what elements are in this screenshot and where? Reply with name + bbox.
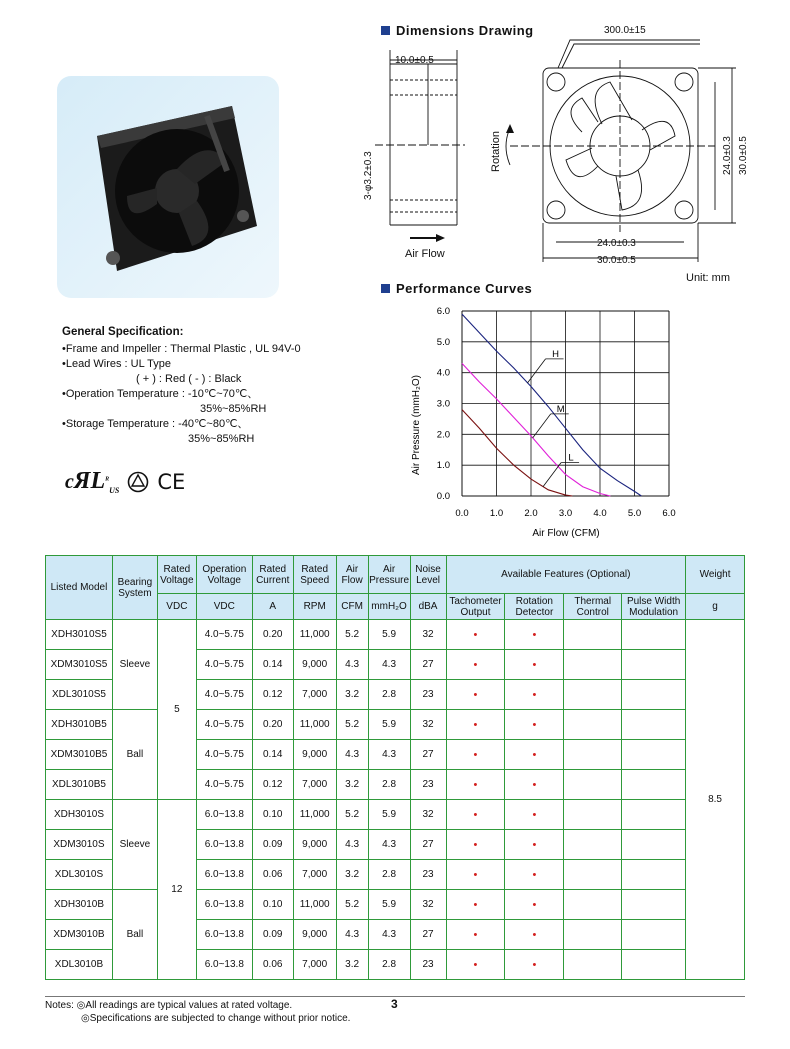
spec-line-op-rh: 35%~85%RH bbox=[200, 403, 267, 415]
cell-pwm bbox=[622, 830, 686, 860]
spec-line-op-temp: •Operation Temperature : -10℃~70℃、 bbox=[62, 388, 259, 400]
cell-pressure: 5.9 bbox=[368, 710, 410, 740]
cell-current: 0.14 bbox=[252, 650, 293, 680]
cell-current: 0.09 bbox=[252, 830, 293, 860]
unit-noise: dBA bbox=[410, 594, 446, 620]
feature-tachometer: Tachometer Output bbox=[446, 594, 505, 620]
cell-opvolt: 4.0~5.75 bbox=[196, 680, 252, 710]
cell-current: 0.06 bbox=[252, 950, 293, 980]
cell-opvolt: 4.0~5.75 bbox=[196, 740, 252, 770]
general-spec-title: General Specification: bbox=[62, 326, 184, 338]
cell-model: XDL3010B5 bbox=[46, 770, 113, 800]
performance-title: Performance Curves bbox=[396, 281, 533, 296]
cell-current: 0.09 bbox=[252, 920, 293, 950]
cell-noise: 32 bbox=[410, 800, 446, 830]
cell-pressure: 2.8 bbox=[368, 950, 410, 980]
unit-flow: CFM bbox=[336, 594, 368, 620]
tachometer-dot: • bbox=[446, 920, 505, 950]
tuv-mark-icon bbox=[127, 471, 149, 493]
chart-grid bbox=[462, 311, 669, 496]
y-tick-label: 6.0 bbox=[436, 306, 450, 317]
table-row bbox=[46, 620, 745, 650]
cell-flow: 5.2 bbox=[336, 800, 368, 830]
side-width-label: 10.0±0.5 bbox=[395, 55, 434, 66]
unit-label: Unit: mm bbox=[686, 272, 730, 284]
tachometer-dot: • bbox=[446, 770, 505, 800]
cell-pwm bbox=[622, 890, 686, 920]
cell-current: 0.10 bbox=[252, 890, 293, 920]
cell-speed: 11,000 bbox=[293, 800, 336, 830]
inner-vertical-label: 24.0±0.3 bbox=[722, 136, 733, 175]
cell-speed: 7,000 bbox=[293, 770, 336, 800]
cell-noise: 27 bbox=[410, 650, 446, 680]
rotation-dot: • bbox=[505, 830, 564, 860]
header-features: Available Features (Optional) bbox=[446, 556, 686, 594]
cell-current: 0.20 bbox=[252, 620, 293, 650]
cable-label: 300.0±15 bbox=[604, 25, 646, 36]
cell-thermal bbox=[564, 710, 622, 740]
rotation-dot: • bbox=[505, 740, 564, 770]
rotation-dot: • bbox=[505, 950, 564, 980]
cell-pwm bbox=[622, 860, 686, 890]
unit-weight: g bbox=[686, 594, 745, 620]
rotation-dot: • bbox=[505, 620, 564, 650]
cell-speed: 9,000 bbox=[293, 830, 336, 860]
cell-model: XDH3010S5 bbox=[46, 620, 113, 650]
product-photo bbox=[57, 76, 279, 298]
y-tick-label: 5.0 bbox=[436, 336, 450, 348]
dimensions-title: Dimensions Drawing bbox=[396, 23, 534, 38]
cell-opvolt: 6.0~13.8 bbox=[196, 920, 252, 950]
cell-opvolt: 6.0~13.8 bbox=[196, 860, 252, 890]
header-pressure: Air Pressure bbox=[368, 556, 410, 594]
rotation-dot: • bbox=[505, 710, 564, 740]
tachometer-dot: • bbox=[446, 950, 505, 980]
cell-opvolt: 6.0~13.8 bbox=[196, 800, 252, 830]
cell-flow: 4.3 bbox=[336, 830, 368, 860]
rotation-dot: • bbox=[505, 770, 564, 800]
tachometer-dot: • bbox=[446, 620, 505, 650]
cell-pressure: 2.8 bbox=[368, 770, 410, 800]
header-voltage: Rated Voltage bbox=[157, 556, 196, 594]
notes bbox=[45, 999, 350, 1025]
header-model: Listed Model bbox=[46, 556, 113, 620]
cell-noise: 27 bbox=[410, 920, 446, 950]
cell-pressure: 4.3 bbox=[368, 920, 410, 950]
cell-flow: 3.2 bbox=[336, 770, 368, 800]
ul-mark-icon: cЯL$^R_{US}$ bbox=[65, 468, 120, 495]
cell-opvolt: 6.0~13.8 bbox=[196, 890, 252, 920]
cell-model: XDH3010B bbox=[46, 890, 113, 920]
y-tick-label: 3.0 bbox=[436, 398, 450, 410]
chart-series bbox=[462, 314, 641, 496]
cell-model: XDM3010S bbox=[46, 830, 113, 860]
cell-model: XDM3010B5 bbox=[46, 740, 113, 770]
cell-pressure: 4.3 bbox=[368, 740, 410, 770]
cell-speed: 7,000 bbox=[293, 950, 336, 980]
rotation-dot: • bbox=[505, 860, 564, 890]
note-2: ◎Specifications are subjected to change without prior notice. bbox=[81, 1013, 351, 1024]
cell-bearing: Sleeve bbox=[112, 620, 157, 710]
cell-flow: 5.2 bbox=[336, 890, 368, 920]
cell-weight: 8.5 bbox=[686, 620, 745, 980]
cell-model: XDH3010S bbox=[46, 800, 113, 830]
cell-speed: 11,000 bbox=[293, 710, 336, 740]
series-leader bbox=[543, 463, 561, 487]
table-row bbox=[46, 800, 745, 830]
cell-thermal bbox=[564, 650, 622, 680]
cell-bearing: Ball bbox=[112, 890, 157, 980]
outer-horizontal-label: 30.0±0.5 bbox=[597, 255, 636, 266]
spec-line-polarity: ( + ) : Red ( - ) : Black bbox=[136, 373, 242, 385]
x-tick-label: 4.0 bbox=[593, 508, 607, 519]
y-tick-label: 4.0 bbox=[436, 367, 450, 379]
y-tick-label: 2.0 bbox=[436, 429, 450, 441]
cell-model: XDL3010B bbox=[46, 950, 113, 980]
cell-model: XDL3010S bbox=[46, 860, 113, 890]
spec-line-frame: •Frame and Impeller : Thermal Plastic , UL 94V-0 bbox=[62, 343, 301, 355]
rotation-dot: • bbox=[505, 920, 564, 950]
table-body bbox=[46, 620, 745, 980]
cell-pressure: 5.9 bbox=[368, 620, 410, 650]
cell-noise: 23 bbox=[410, 950, 446, 980]
cell-thermal bbox=[564, 800, 622, 830]
cell-pressure: 4.3 bbox=[368, 650, 410, 680]
cell-pwm bbox=[622, 680, 686, 710]
series-line-H bbox=[462, 314, 641, 496]
x-tick-label: 6.0 bbox=[662, 508, 676, 519]
spec-line-storage-temp: •Storage Temperature : -40℃~80℃、 bbox=[62, 418, 249, 430]
cell-pwm bbox=[622, 770, 686, 800]
cell-thermal bbox=[564, 830, 622, 860]
certification-marks bbox=[65, 468, 185, 495]
cell-opvolt: 6.0~13.8 bbox=[196, 950, 252, 980]
inner-horizontal-label: 24.0±0.3 bbox=[597, 238, 636, 249]
general-spec bbox=[62, 325, 362, 447]
cell-pressure: 4.3 bbox=[368, 830, 410, 860]
cell-speed: 7,000 bbox=[293, 680, 336, 710]
header-weight: Weight bbox=[686, 556, 745, 594]
x-tick-label: 5.0 bbox=[627, 508, 642, 519]
series-line-M bbox=[462, 363, 610, 496]
series-label: H bbox=[552, 348, 559, 360]
table-row bbox=[46, 890, 745, 920]
feature-thermal: Thermal Control bbox=[564, 594, 622, 620]
cell-pressure: 2.8 bbox=[368, 860, 410, 890]
rotation-dot: • bbox=[505, 650, 564, 680]
cell-flow: 3.2 bbox=[336, 950, 368, 980]
series-leader bbox=[528, 359, 546, 383]
cell-flow: 4.3 bbox=[336, 650, 368, 680]
cell-speed: 11,000 bbox=[293, 890, 336, 920]
header-bearing: Bearing System bbox=[112, 556, 157, 620]
series-label: L bbox=[568, 452, 574, 464]
cell-pressure: 2.8 bbox=[368, 680, 410, 710]
cell-model: XDH3010B5 bbox=[46, 710, 113, 740]
cell-current: 0.14 bbox=[252, 740, 293, 770]
air-flow-label: Air Flow bbox=[405, 248, 445, 260]
cell-noise: 23 bbox=[410, 680, 446, 710]
outer-vertical-label: 30.0±0.5 bbox=[738, 136, 749, 175]
y-axis-label: Air Pressure (mmH₂O) bbox=[411, 375, 422, 475]
cell-thermal bbox=[564, 680, 622, 710]
cell-flow: 4.3 bbox=[336, 920, 368, 950]
cell-flow: 5.2 bbox=[336, 620, 368, 650]
cell-thermal bbox=[564, 740, 622, 770]
x-tick-label: 0.0 bbox=[455, 508, 469, 519]
cell-thermal bbox=[564, 890, 622, 920]
cell-current: 0.06 bbox=[252, 860, 293, 890]
cell-bearing: Sleeve bbox=[112, 800, 157, 890]
performance-chart bbox=[405, 300, 695, 545]
header-flow: Air Flow bbox=[336, 556, 368, 594]
tachometer-dot: • bbox=[446, 830, 505, 860]
cell-pwm bbox=[622, 620, 686, 650]
cell-speed: 9,000 bbox=[293, 920, 336, 950]
feature-rotation: Rotation Detector bbox=[505, 594, 564, 620]
cell-pwm bbox=[622, 800, 686, 830]
table-header-row bbox=[46, 556, 745, 594]
series-line-L bbox=[462, 410, 572, 496]
cell-current: 0.12 bbox=[252, 770, 293, 800]
unit-opvolt: VDC bbox=[196, 594, 252, 620]
cell-noise: 23 bbox=[410, 770, 446, 800]
cell-opvolt: 4.0~5.75 bbox=[196, 770, 252, 800]
x-tick-label: 3.0 bbox=[558, 508, 573, 519]
cell-bearing: Ball bbox=[112, 710, 157, 800]
unit-speed: RPM bbox=[293, 594, 336, 620]
cell-thermal bbox=[564, 860, 622, 890]
spec-line-storage-rh: 35%~85%RH bbox=[188, 433, 255, 445]
section-square-icon bbox=[381, 284, 390, 293]
cell-speed: 9,000 bbox=[293, 650, 336, 680]
unit-pressure: mmH₂O bbox=[368, 594, 410, 620]
hole-label: 3-φ3.2±0.3 bbox=[363, 151, 374, 200]
tachometer-dot: • bbox=[446, 800, 505, 830]
cell-noise: 32 bbox=[410, 710, 446, 740]
cell-flow: 3.2 bbox=[336, 680, 368, 710]
cell-current: 0.20 bbox=[252, 710, 293, 740]
cell-pwm bbox=[622, 650, 686, 680]
tachometer-dot: • bbox=[446, 710, 505, 740]
cell-pwm bbox=[622, 950, 686, 980]
cell-opvolt: 4.0~5.75 bbox=[196, 710, 252, 740]
cell-rated-voltage: 12 bbox=[157, 800, 196, 980]
y-tick-label: 0.0 bbox=[436, 491, 450, 502]
tachometer-dot: • bbox=[446, 860, 505, 890]
cell-pwm bbox=[622, 920, 686, 950]
cell-noise: 23 bbox=[410, 860, 446, 890]
cell-opvolt: 4.0~5.75 bbox=[196, 620, 252, 650]
unit-voltage: VDC bbox=[157, 594, 196, 620]
feature-pwm: Pulse Width Modulation bbox=[622, 594, 686, 620]
series-label: M bbox=[556, 403, 565, 415]
cell-thermal bbox=[564, 950, 622, 980]
cell-noise: 27 bbox=[410, 830, 446, 860]
note-1: Notes: ◎All readings are typical values at rated voltage. bbox=[45, 1000, 293, 1011]
header-noise: Noise Level bbox=[410, 556, 446, 594]
cell-thermal bbox=[564, 620, 622, 650]
ce-mark-icon: CE bbox=[157, 469, 186, 494]
cell-pressure: 5.9 bbox=[368, 890, 410, 920]
rotation-dot: • bbox=[505, 680, 564, 710]
spec-table bbox=[45, 555, 745, 980]
cell-noise: 32 bbox=[410, 620, 446, 650]
tachometer-dot: • bbox=[446, 890, 505, 920]
cell-speed: 7,000 bbox=[293, 860, 336, 890]
cell-opvolt: 4.0~5.75 bbox=[196, 650, 252, 680]
x-tick-label: 1.0 bbox=[489, 508, 504, 519]
cell-opvolt: 6.0~13.8 bbox=[196, 830, 252, 860]
rotation-label: Rotation bbox=[490, 131, 502, 172]
cell-pwm bbox=[622, 740, 686, 770]
x-tick-label: 2.0 bbox=[524, 508, 538, 519]
tachometer-dot: • bbox=[446, 740, 505, 770]
page-number: 3 bbox=[391, 997, 398, 1011]
cell-flow: 5.2 bbox=[336, 710, 368, 740]
cell-thermal bbox=[564, 770, 622, 800]
header-speed: Rated Speed bbox=[293, 556, 336, 594]
header-current: Rated Current bbox=[252, 556, 293, 594]
rotation-dot: • bbox=[505, 890, 564, 920]
table-row bbox=[46, 710, 745, 740]
cell-current: 0.10 bbox=[252, 800, 293, 830]
x-axis-label: Air Flow (CFM) bbox=[532, 528, 600, 539]
cell-model: XDL3010S5 bbox=[46, 680, 113, 710]
tachometer-dot: • bbox=[446, 680, 505, 710]
spec-line-lead: •Lead Wires : UL Type bbox=[62, 358, 172, 370]
performance-title-row bbox=[381, 281, 532, 296]
cell-flow: 4.3 bbox=[336, 740, 368, 770]
cell-pressure: 5.9 bbox=[368, 800, 410, 830]
cell-model: XDM3010S5 bbox=[46, 650, 113, 680]
unit-current: A bbox=[252, 594, 293, 620]
cell-noise: 27 bbox=[410, 740, 446, 770]
y-tick-label: 1.0 bbox=[436, 460, 450, 472]
cell-current: 0.12 bbox=[252, 680, 293, 710]
rotation-dot: • bbox=[505, 800, 564, 830]
cell-model: XDM3010B bbox=[46, 920, 113, 950]
tachometer-dot: • bbox=[446, 650, 505, 680]
cell-rated-voltage: 5 bbox=[157, 620, 196, 800]
cell-pwm bbox=[622, 710, 686, 740]
header-opvolt: Operation Voltage bbox=[196, 556, 252, 594]
cell-thermal bbox=[564, 920, 622, 950]
cell-speed: 11,000 bbox=[293, 620, 336, 650]
cell-flow: 3.2 bbox=[336, 860, 368, 890]
cell-speed: 9,000 bbox=[293, 740, 336, 770]
cell-noise: 32 bbox=[410, 890, 446, 920]
